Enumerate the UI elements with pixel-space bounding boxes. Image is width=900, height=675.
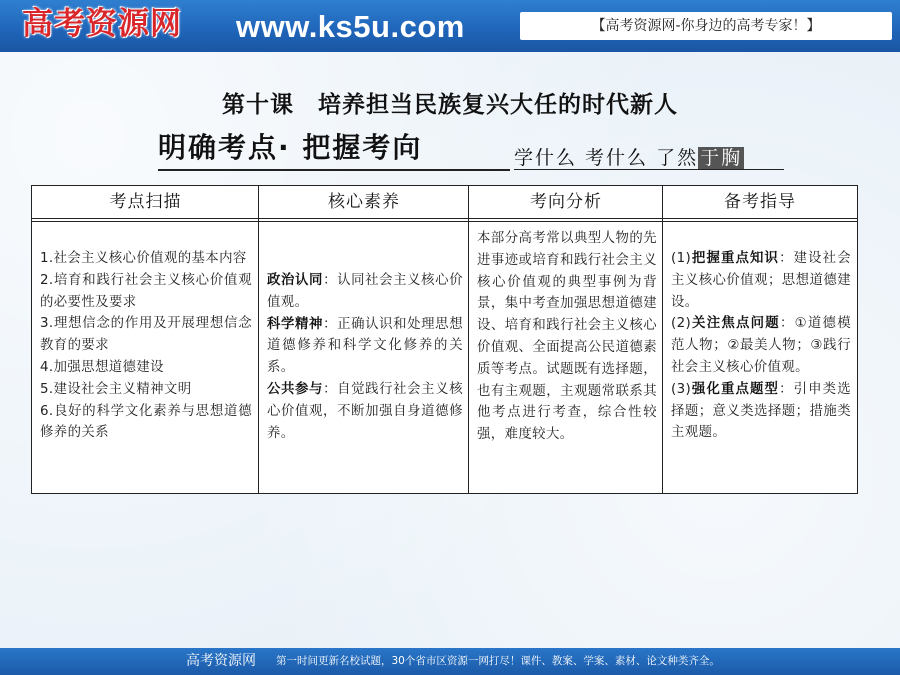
literacy-label: 公共参与 [267,381,324,397]
lesson-number: 第十课 [222,92,294,118]
list-item [671,248,851,313]
literacy-text: ：认同社会主义核心价值观。 [267,273,463,310]
guide-text: ：建设社会主义核心价值观；思想道德建设。 [671,251,852,310]
column-divider [468,186,469,493]
exam-overview-table [31,185,858,494]
literacy-label: 科学精神 [267,316,324,332]
literacy-text: ：自觉践行社会主义核心价值观，不断加强自身道德修养。 [267,381,463,441]
footer-brand[interactable]: 高考资源网 [186,653,256,669]
guide-text: ：①道德模范人物；②最美人物；③践行社会主义核心价值观。 [671,316,851,375]
site-logo[interactable]: 高考资源网 [22,6,182,42]
section-title: 明确考点· 把握考向 [158,131,423,164]
list-item: 4.加强思想道德建设 [40,359,164,375]
column-divider [662,186,663,493]
table-header-col4: 备考指导 [724,192,796,212]
list-item [267,314,463,379]
list-item: 3.理想信念的作用及开展理想信念教育的要求 [40,316,252,354]
slogan-box [520,12,892,40]
analysis-text: 本部分高考常以典型人物的先进事迹或培育和践行社会主义核心价值观的典型事例为背景，集中考查加强思想道德建设、培育和践行社会主义核心价值观、全面提高公民道德素质等考点。试题既有选择题，也有主观题，主观题常联系其他考点进行考查，综合性较强，难度较大。 [477,231,657,443]
list-item [671,313,851,378]
header-banner [0,0,900,52]
list-item: 5.建设社会主义精神文明 [40,381,192,397]
table-header-col1: 考点扫描 [109,192,182,212]
footer-bar [0,648,900,675]
footer-text: 第一时间更新名校试题，30个省市区资源一网打尽！课件、教案、学案、素材、论文种类齐全。 [276,655,720,667]
list-item: 6.良好的科学文化素养与思想道德修养的关系 [40,403,252,441]
guide-text: ：引申类选择题；意义类选择题；措施类主观题。 [671,381,852,441]
list-item [671,379,851,444]
guide-label: 强化重点题型 [691,381,780,397]
guide-number: (2) [671,316,692,332]
literacy-label: 政治认同 [267,273,324,288]
lesson-name: 培养担当民族复兴大任的时代新人 [318,92,678,118]
guide-label: 把握重点知识 [691,251,780,266]
lesson-title [0,86,900,119]
section-title-underline [158,169,510,171]
list-item: 2.培育和践行社会主义核心价值观的必要性及要求 [40,272,252,310]
section-subtitle-underline [514,169,784,170]
section-subtitle-text: 学什么 考什么 了然 [514,147,699,169]
guide-number: (3) [671,381,692,397]
table-cell-trend-analysis [477,228,657,446]
site-url[interactable]: www.ks5u.com [236,9,465,44]
guide-number: (1) [671,251,692,266]
section-subtitle [514,145,744,171]
table-header-col3: 考向分析 [530,192,602,212]
list-item: 1.社会主义核心价值观的基本内容 [40,251,247,266]
column-divider [258,186,259,493]
table-header-col2: 核心素养 [328,192,400,212]
section-subtitle-highlight: 于胸 [700,147,743,169]
guide-label: 关注焦点问题 [691,316,780,332]
list-item [267,379,463,444]
header-rule [32,221,857,222]
literacy-text: ：正确认识和处理思想道德修养和科学文化修养的关系。 [267,316,463,376]
table-cell-core-literacy [267,270,463,444]
slogan-text: 【高考资源网-你身边的高考专家！】 [591,18,821,34]
header-rule [32,218,857,219]
list-item [267,270,463,314]
table-cell-prep-guide [671,248,851,444]
table-cell-exam-points [40,248,252,444]
